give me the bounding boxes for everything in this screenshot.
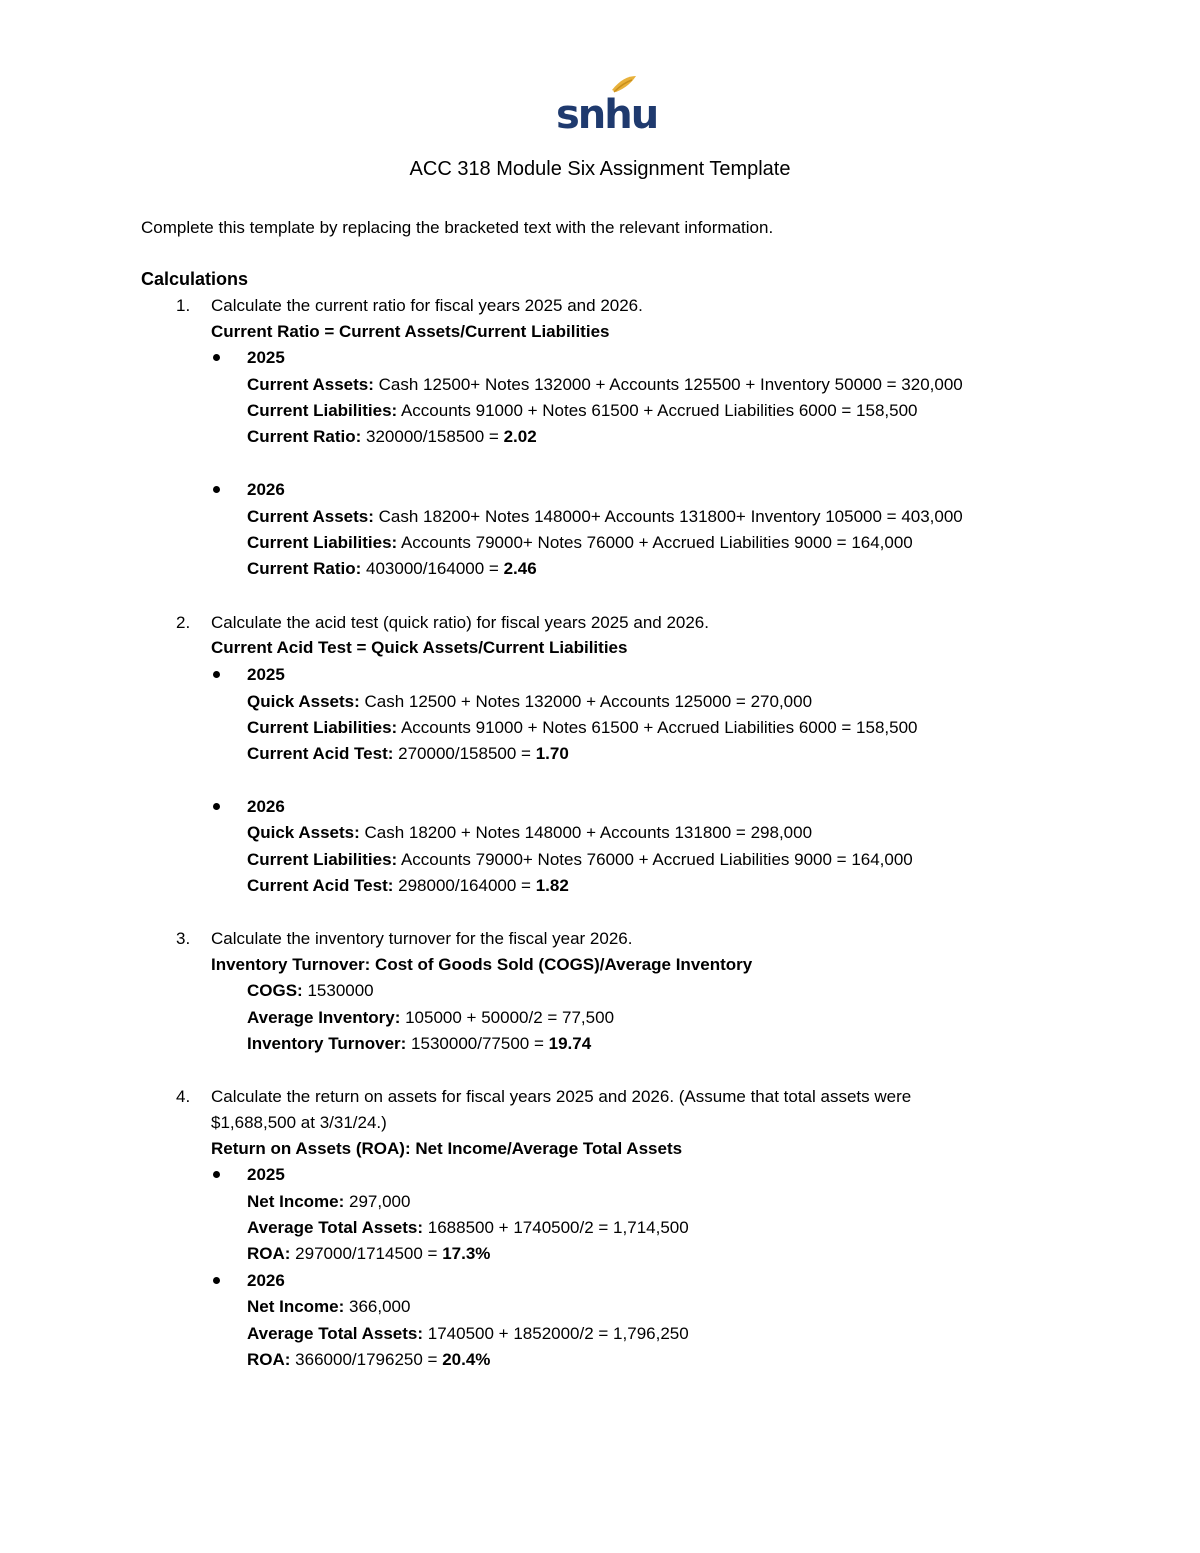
label: Quick Assets: xyxy=(247,823,360,842)
q4-2025-net-income xyxy=(247,1190,410,1214)
result: 1.70 xyxy=(535,744,569,763)
result: 1.82 xyxy=(535,876,569,895)
q1-2026-current-liabilities xyxy=(247,531,913,555)
label: Current Liabilities: xyxy=(247,718,398,737)
value: Accounts 91000 + Notes 61500 + Accrued Liabilities 6000 = 158,500 xyxy=(397,718,918,737)
value: Cash 18200+ Notes 148000+ Accounts 131800+ Inventory 105000 = 403,000 xyxy=(373,507,963,526)
label: Quick Assets: xyxy=(247,692,360,711)
label: Average Total Assets: xyxy=(247,1218,424,1237)
q1-prompt: Calculate the current ratio for fiscal years 2025 and 2026. xyxy=(211,296,643,315)
q3-cogs xyxy=(247,979,374,1003)
label: Current Liabilities: xyxy=(247,850,398,869)
value: 297,000 xyxy=(344,1192,411,1211)
q3-prompt: Calculate the inventory turnover for the fiscal year 2026. xyxy=(211,929,633,948)
label: Current Assets: xyxy=(247,507,374,526)
q3-formula: Inventory Turnover: Cost of Goods Sold (COGS)/Average Inventory xyxy=(211,955,753,974)
q4-formula: Return on Assets (ROA): Net Income/Average Total Assets xyxy=(211,1139,683,1158)
value: 297000/1714500 = xyxy=(290,1244,443,1263)
q4-number: 4. xyxy=(176,1087,191,1106)
q2-2025-year: 2025 xyxy=(247,665,285,684)
label: ROA: xyxy=(247,1244,291,1263)
q4-2026-year: 2026 xyxy=(247,1271,285,1290)
q1-2025-current-assets xyxy=(247,373,963,397)
label: Average Inventory: xyxy=(247,1008,401,1027)
label: Net Income: xyxy=(247,1192,345,1211)
q4-2025-roa xyxy=(247,1242,490,1266)
value: 270000/158500 = xyxy=(393,744,536,763)
value: 366,000 xyxy=(344,1297,411,1316)
q2-2026-year: 2026 xyxy=(247,797,285,816)
label: Current Liabilities: xyxy=(247,533,398,552)
q3-inventory-turnover xyxy=(247,1032,591,1056)
label: Inventory Turnover: xyxy=(247,1034,407,1053)
bullet-icon xyxy=(213,1171,220,1178)
bullet-icon xyxy=(213,671,220,678)
q3-number: 3. xyxy=(176,929,191,948)
label: Current Ratio: xyxy=(247,559,362,578)
q2-2025-quick-assets xyxy=(247,690,812,714)
q2-2025-current-liabilities xyxy=(247,716,918,740)
value: Cash 12500+ Notes 132000 + Accounts 125500 + Inventory 50000 = 320,000 xyxy=(373,375,963,394)
result: 20.4% xyxy=(442,1350,491,1369)
q1-formula: Current Ratio = Current Assets/Current Liabilities xyxy=(211,322,610,341)
q4-2025-average-total-assets xyxy=(247,1216,689,1240)
q2-2026-current-liabilities xyxy=(247,848,913,872)
value: 1530000/77500 = xyxy=(406,1034,549,1053)
q2-2025-acid-test xyxy=(247,742,569,766)
q2-formula: Current Acid Test = Quick Assets/Current Liabilities xyxy=(211,638,628,657)
label: ROA: xyxy=(247,1350,291,1369)
label: Net Income: xyxy=(247,1297,345,1316)
value: 1740500 + 1852000/2 = 1,796,250 xyxy=(423,1324,689,1343)
q1-2026-current-assets xyxy=(247,505,963,529)
page-title: ACC 318 Module Six Assignment Template xyxy=(409,158,791,180)
q4-prompt-line2: $1,688,500 at 3/31/24.) xyxy=(211,1113,387,1132)
value: Cash 18200 + Notes 148000 + Accounts 131800 = 298,000 xyxy=(359,823,813,842)
value: 298000/164000 = xyxy=(393,876,536,895)
q4-2026-roa xyxy=(247,1348,490,1372)
bullet-icon xyxy=(213,803,220,810)
label: Current Acid Test: xyxy=(247,744,394,763)
label: Current Assets: xyxy=(247,375,374,394)
label: Average Total Assets: xyxy=(247,1324,424,1343)
snhu-logo-graphic xyxy=(554,72,658,138)
value: 366000/1796250 = xyxy=(290,1350,443,1369)
value: 403000/164000 = xyxy=(361,559,504,578)
q2-2026-acid-test xyxy=(247,874,569,898)
intro-text: Complete this template by replacing the bracketed text with the relevant information. xyxy=(141,218,774,237)
value: 320000/158500 = xyxy=(361,427,504,446)
bullet-icon xyxy=(213,486,220,493)
value: 105000 + 50000/2 = 77,500 xyxy=(400,1008,615,1027)
value: 1688500 + 1740500/2 = 1,714,500 xyxy=(423,1218,689,1237)
label: Current Liabilities: xyxy=(247,401,398,420)
value: 1530000 xyxy=(302,981,374,1000)
q4-prompt-line1: Calculate the return on assets for fiscal years 2025 and 2026. (Assume that total assets were xyxy=(211,1087,912,1106)
label: Current Acid Test: xyxy=(247,876,394,895)
q1-number: 1. xyxy=(176,296,191,315)
section-heading: Calculations xyxy=(141,269,249,289)
label: Current Ratio: xyxy=(247,427,362,446)
label: COGS: xyxy=(247,981,303,1000)
result: 2.02 xyxy=(503,427,537,446)
q4-2026-net-income xyxy=(247,1295,410,1319)
bullet-icon xyxy=(213,354,220,361)
bullet-icon xyxy=(213,1277,220,1284)
q1-2026-year: 2026 xyxy=(247,480,285,499)
value: Cash 12500 + Notes 132000 + Accounts 125000 = 270,000 xyxy=(359,692,813,711)
result: 19.74 xyxy=(548,1034,592,1053)
q3-average-inventory xyxy=(247,1006,614,1030)
q4-2025-year: 2025 xyxy=(247,1165,285,1184)
value: Accounts 79000+ Notes 76000 + Accrued Liabilities 9000 = 164,000 xyxy=(397,850,913,869)
result: 17.3% xyxy=(442,1244,491,1263)
value: Accounts 91000 + Notes 61500 + Accrued Liabilities 6000 = 158,500 xyxy=(397,401,918,420)
snhu-logo xyxy=(554,72,658,138)
q4-2026-average-total-assets xyxy=(247,1322,689,1346)
q2-prompt: Calculate the acid test (quick ratio) for fiscal years 2025 and 2026. xyxy=(211,613,709,632)
result: 2.46 xyxy=(503,559,537,578)
q1-2025-year: 2025 xyxy=(247,348,285,367)
q1-2026-current-ratio xyxy=(247,557,537,581)
logo-text: snhu xyxy=(556,92,658,138)
value: Accounts 79000+ Notes 76000 + Accrued Liabilities 9000 = 164,000 xyxy=(397,533,913,552)
q2-number: 2. xyxy=(176,613,191,632)
q1-2025-current-ratio xyxy=(247,425,537,449)
q2-2026-quick-assets xyxy=(247,821,812,845)
q1-2025-current-liabilities xyxy=(247,399,918,423)
